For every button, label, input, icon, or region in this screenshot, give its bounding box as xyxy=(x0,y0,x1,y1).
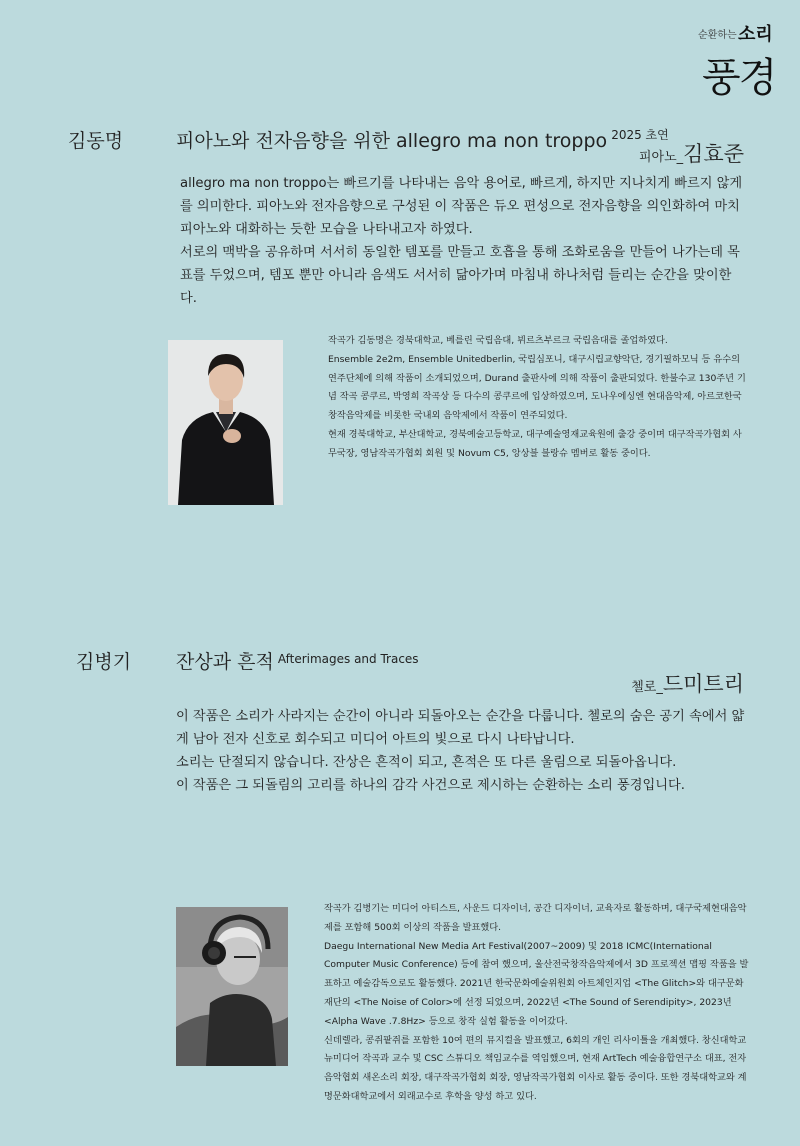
description-paragraph: 소리는 단절되지 않습니다. 잔상은 흔적이 되고, 흔적은 또 다른 울림으로 되돌아옵니다. xyxy=(176,755,677,770)
description-paragraph: 이 작품은 소리가 사라지는 순간이 아니라 되돌아오는 순간을 다룹니다. 첼로의 숨은 공기 속에서 얇게 남아 전자 신호로 회수되고 미디어 아트의 빛으로 다시 나타납니다. xyxy=(176,709,745,747)
performer-instrument: 피아노_ xyxy=(638,150,684,165)
piece-description xyxy=(176,705,748,797)
composer-bio xyxy=(324,900,750,1107)
composer-name: 김병기 xyxy=(76,651,132,673)
bio-paragraph: Ensemble 2e2m, Ensemble Unitedberlin, 국립심포니, 대구시립교향악단, 경기필하모닉 등 유수의 연주단체에 의해 작품이 소개되었으며, Durand 출판사에 의해 작품이 출판되었다. 한불수교 130주년 기념 작곡 콩쿠르, 박영희 작곡상 등 다수의 콩쿠르에 입상하였으며, 도나우에싱엔 현대음악제, 아르코한국창작음악제를 비롯한 국내외 음악제에서 작품이 연주되었다. xyxy=(328,353,746,422)
piece-title: 피아노와 전자음향을 위한 allegro ma non troppo xyxy=(176,130,608,152)
bio-paragraph: 작곡가 김동명은 경북대학교, 베를린 국립음대, 뷔르츠부르크 국립음대를 졸업하였다. xyxy=(328,335,668,346)
performer-instrument: 첼로_ xyxy=(631,680,663,695)
piece-description xyxy=(180,172,748,310)
performer-name: 김효준 xyxy=(683,142,744,166)
piece-title: 잔상과 흔적 xyxy=(176,651,274,673)
bio-paragraph: 신데렐라, 콩쥐팥쥐를 포함한 10여 편의 뮤지컬을 발표했고, 6회의 개인 리사이틀을 개최했다. 창신대학교 뉴미디어 작곡과 교수 및 CSC 스튜디오 책임교수를 역임했으며, 현재 ArtTech 예술융합연구소 대표, 전자음악협회 새온소리 회장, 대구작곡가협회 회장, 영남작곡가협회 이사로 활동 중이다. 또한 경북대학교와 계명문화대학교에서 외래교수로 후학을 양성 하고 있다. xyxy=(324,1034,747,1102)
composer-photo xyxy=(176,907,288,1066)
bio-paragraph: Daegu International New Media Art Festival(2007~2009) 및 2018 ICMC(International Computer Music Conference) 등에 참여 했으며, 울산전국창작음악제에서 3D 프로젝션 맵핑 작품을 발표하고 예술감독으로도 활동했다. 2021년 한국문화예술위원회 아트체인지업 <The Glitch>와 대구문화재단의 <The Noise of Color>에 선정 되었으며, 2022년 <The Sound of Serendipity>, 2023년 <Alpha Wave .7.8Hz> 등으로 창작 실험 활동을 이어갔다. xyxy=(324,940,749,1027)
description-paragraph: allegro ma non troppo는 빠르기를 나타내는 음악 용어로, 빠르게, 하지만 지나치게 빠르지 않게를 의미한다. 피아노와 전자음향으로 구성된 이 작품은 듀오 편성으로 전자음향을 의인화하여 마치 피아노와 대화하는 듯한 모습을 나타내고자 하였다. xyxy=(180,176,743,237)
bio-paragraph: 작곡가 김병기는 미디어 아티스트, 사운드 디자이너, 공간 디자이너, 교육자로 활동하며, 대구국제현대음악제를 포함해 500회 이상의 작품을 발표했다. xyxy=(324,903,747,933)
description-paragraph: 서로의 맥박을 공유하며 서서히 동일한 템포를 만들고 호흡을 통해 조화로움을 만들어 나가는데 목표를 두었으며, 템포 뿐만 아니라 음색도 서서히 닮아가며 마침내 하나처럼 들리는 순간을 맞이한다. xyxy=(180,245,740,306)
bio-paragraph: 현재 경북대학교, 부산대학교, 경북예술고등학교, 대구예술영재교육원에 출강 중이며 대구작곡가협회 사무국장, 영남작곡가협회 회원 및 Novum C5, 앙상블 블랑슈 멤버로 활동 중이다. xyxy=(328,428,742,459)
logo-subtitle: 순환하는 xyxy=(698,30,737,41)
composer-bio xyxy=(328,332,748,464)
composer-portrait-image xyxy=(168,340,283,505)
festival-logo xyxy=(690,22,790,112)
piece-title-line xyxy=(176,126,669,153)
piece-title-english: Afterimages and Traces xyxy=(277,652,419,666)
performer-name: 드미트리 xyxy=(662,672,744,696)
composer-name: 김동명 xyxy=(68,130,124,152)
description-paragraph: 이 작품은 그 되돌림의 고리를 하나의 감각 사건으로 제시하는 순환하는 소리 풍경입니다. xyxy=(176,778,685,793)
piece-title-line xyxy=(176,647,419,674)
composer-portrait-image xyxy=(176,907,288,1066)
premiere-note: 2025 초연 xyxy=(611,128,669,142)
composer-photo xyxy=(168,340,283,505)
performer xyxy=(639,138,744,168)
logo-word-sori: 소리 xyxy=(738,24,773,45)
performer xyxy=(631,668,744,698)
logo-word-pungyeong: 풍경 xyxy=(702,55,776,101)
